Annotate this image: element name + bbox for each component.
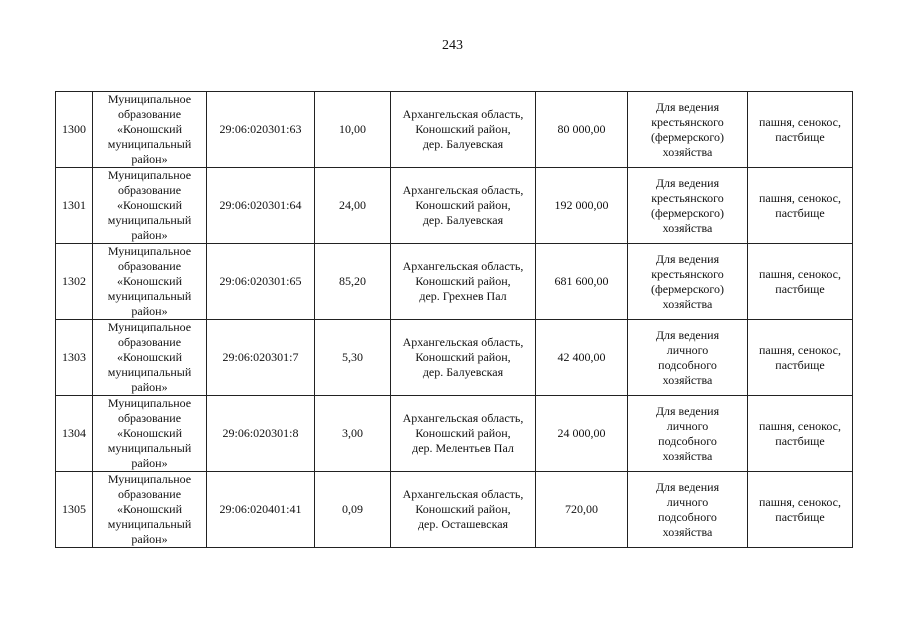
price-cell: 24 000,00 [536, 396, 628, 472]
purpose-cell: Для ведения крестьянского (фермерского) хозяйства [628, 244, 748, 320]
cadastral-number: 29:06:020301:65 [207, 244, 315, 320]
purpose-cell: Для ведения личного подсобного хозяйства [628, 320, 748, 396]
price-cell: 720,00 [536, 472, 628, 548]
row-number: 1300 [56, 92, 93, 168]
table-row [56, 320, 853, 396]
owner-cell: Муниципальное образование «Коношский муниципальный район» [93, 92, 207, 168]
row-number: 1305 [56, 472, 93, 548]
usage-cell: пашня, сенокос, пастбище [748, 396, 853, 472]
area-cell: 0,09 [315, 472, 391, 548]
table-row [56, 244, 853, 320]
cadastral-number: 29:06:020301:7 [207, 320, 315, 396]
row-number: 1303 [56, 320, 93, 396]
address-cell: Архангельская область, Коношский район, дер. Мелентьев Пал [391, 396, 536, 472]
cadastral-number: 29:06:020401:41 [207, 472, 315, 548]
area-cell: 10,00 [315, 92, 391, 168]
purpose-cell: Для ведения крестьянского (фермерского) хозяйства [628, 168, 748, 244]
price-cell: 42 400,00 [536, 320, 628, 396]
table-row [56, 472, 853, 548]
area-cell: 24,00 [315, 168, 391, 244]
purpose-cell: Для ведения крестьянского (фермерского) хозяйства [628, 92, 748, 168]
table-row [56, 92, 853, 168]
address-cell: Архангельская область, Коношский район, дер. Грехнев Пал [391, 244, 536, 320]
table-row [56, 396, 853, 472]
address-cell: Архангельская область, Коношский район, дер. Балуевская [391, 320, 536, 396]
price-cell: 681 600,00 [536, 244, 628, 320]
address-cell: Архангельская область, Коношский район, дер. Осташевская [391, 472, 536, 548]
area-cell: 3,00 [315, 396, 391, 472]
area-cell: 5,30 [315, 320, 391, 396]
page-number: 243 [442, 38, 463, 53]
usage-cell: пашня, сенокос, пастбище [748, 92, 853, 168]
usage-cell: пашня, сенокос, пастбище [748, 320, 853, 396]
usage-cell: пашня, сенокос, пастбище [748, 168, 853, 244]
row-number: 1304 [56, 396, 93, 472]
cadastral-number: 29:06:020301:64 [207, 168, 315, 244]
owner-cell: Муниципальное образование «Коношский муниципальный район» [93, 320, 207, 396]
price-cell: 192 000,00 [536, 168, 628, 244]
usage-cell: пашня, сенокос, пастбище [748, 472, 853, 548]
purpose-cell: Для ведения личного подсобного хозяйства [628, 472, 748, 548]
address-cell: Архангельская область, Коношский район, дер. Балуевская [391, 168, 536, 244]
area-cell: 85,20 [315, 244, 391, 320]
row-number: 1301 [56, 168, 93, 244]
usage-cell: пашня, сенокос, пастбище [748, 244, 853, 320]
owner-cell: Муниципальное образование «Коношский муниципальный район» [93, 168, 207, 244]
address-cell: Архангельская область, Коношский район, дер. Балуевская [391, 92, 536, 168]
owner-cell: Муниципальное образование «Коношский муниципальный район» [93, 472, 207, 548]
row-number: 1302 [56, 244, 93, 320]
price-cell: 80 000,00 [536, 92, 628, 168]
owner-cell: Муниципальное образование «Коношский муниципальный район» [93, 244, 207, 320]
cadastral-number: 29:06:020301:63 [207, 92, 315, 168]
table-row [56, 168, 853, 244]
land-registry-table [55, 91, 853, 548]
purpose-cell: Для ведения личного подсобного хозяйства [628, 396, 748, 472]
cadastral-number: 29:06:020301:8 [207, 396, 315, 472]
owner-cell: Муниципальное образование «Коношский муниципальный район» [93, 396, 207, 472]
